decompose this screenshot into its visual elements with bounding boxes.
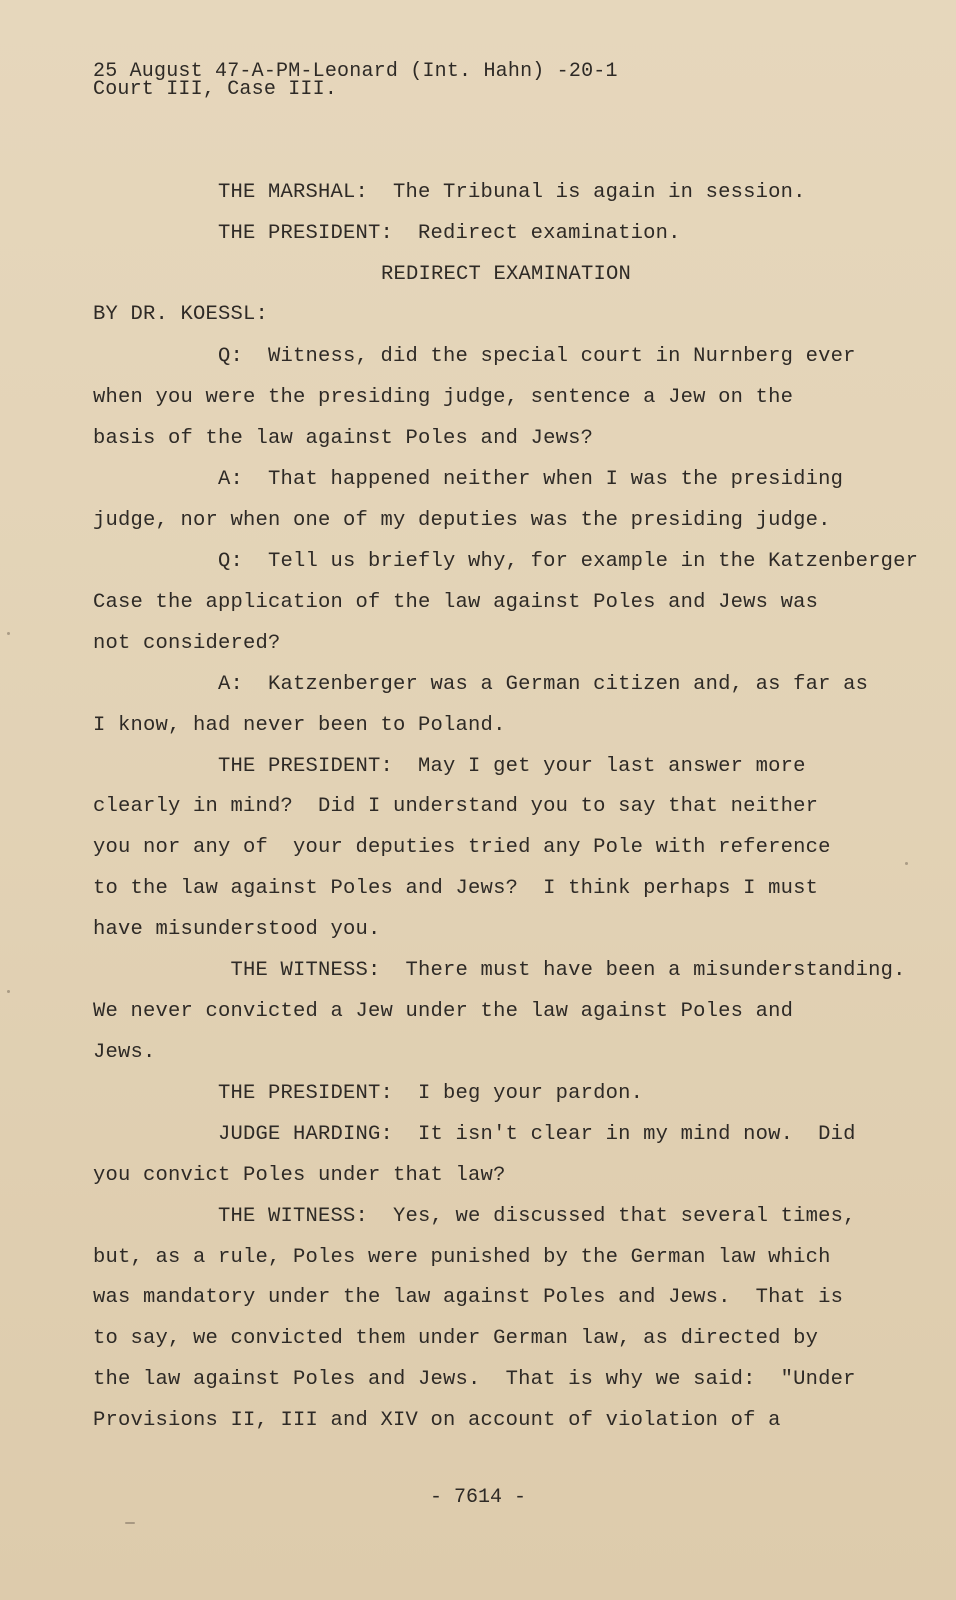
text-line: clearly in mind? Did I understand you to say that neither xyxy=(93,795,819,818)
text-line: I know, had never been to Poland. xyxy=(93,714,506,737)
text-line: THE PRESIDENT: I beg your pardon. xyxy=(93,1082,644,1105)
text-line: JUDGE HARDING: It isn't clear in my mind now. Did xyxy=(93,1123,856,1146)
text-line: A: Katzenberger was a German citizen and, as far as xyxy=(93,673,869,696)
paper-speck xyxy=(905,862,908,865)
page-number: - 7614 - xyxy=(429,1486,526,1509)
text-line: the law against Poles and Jews. That is why we said: "Under xyxy=(93,1368,856,1391)
paper-speck xyxy=(7,632,10,635)
text-line: when you were the presiding judge, sentence a Jew on the xyxy=(93,386,794,409)
text-line: have misunderstood you. xyxy=(93,918,381,941)
header-line-2: Court III, Case III. xyxy=(93,78,338,101)
text-line: basis of the law against Poles and Jews? xyxy=(93,427,594,450)
text-line: Q: Witness, did the special court in Nurnberg ever xyxy=(93,345,856,368)
text-line: THE PRESIDENT: May I get your last answer more xyxy=(93,755,806,778)
text-line: Jews. xyxy=(93,1041,156,1064)
text-line: to the law against Poles and Jews? I think perhaps I must xyxy=(93,877,819,900)
text-line: Case the application of the law against Poles and Jews was xyxy=(93,591,819,614)
text-line: THE MARSHAL: The Tribunal is again in session. xyxy=(93,181,806,204)
text-line: A: That happened neither when I was the presiding xyxy=(93,468,844,491)
paper-speck xyxy=(125,1522,135,1524)
text-line: judge, nor when one of my deputies was the presiding judge. xyxy=(93,509,831,532)
text-line: Provisions II, III and XIV on account of violation of a xyxy=(93,1409,781,1432)
text-line: to say, we convicted them under German law, as directed by xyxy=(93,1327,819,1350)
paper-speck xyxy=(7,990,10,993)
text-line: you nor any of your deputies tried any Pole with reference xyxy=(93,836,831,859)
text-line: THE WITNESS: Yes, we discussed that several times, xyxy=(93,1205,856,1228)
text-line: THE PRESIDENT: Redirect examination. xyxy=(93,222,681,245)
header-line-1: 25 August 47-A-PM-Leonard (Int. Hahn) -20-1 xyxy=(93,60,618,83)
text-line: was mandatory under the law against Poles and Jews. That is xyxy=(93,1286,844,1309)
text-line: BY DR. KOESSL: xyxy=(93,303,269,326)
text-line: not considered? xyxy=(93,632,281,655)
section-heading: REDIRECT EXAMINATION xyxy=(380,263,632,286)
text-line: THE WITNESS: There must have been a misunderstanding. xyxy=(93,959,906,982)
text-line: We never convicted a Jew under the law against Poles and xyxy=(93,1000,794,1023)
text-line: but, as a rule, Poles were punished by the German law which xyxy=(93,1246,831,1269)
text-line: Q: Tell us briefly why, for example in the Katzenberger xyxy=(93,550,919,573)
text-line: you convict Poles under that law? xyxy=(93,1164,506,1187)
